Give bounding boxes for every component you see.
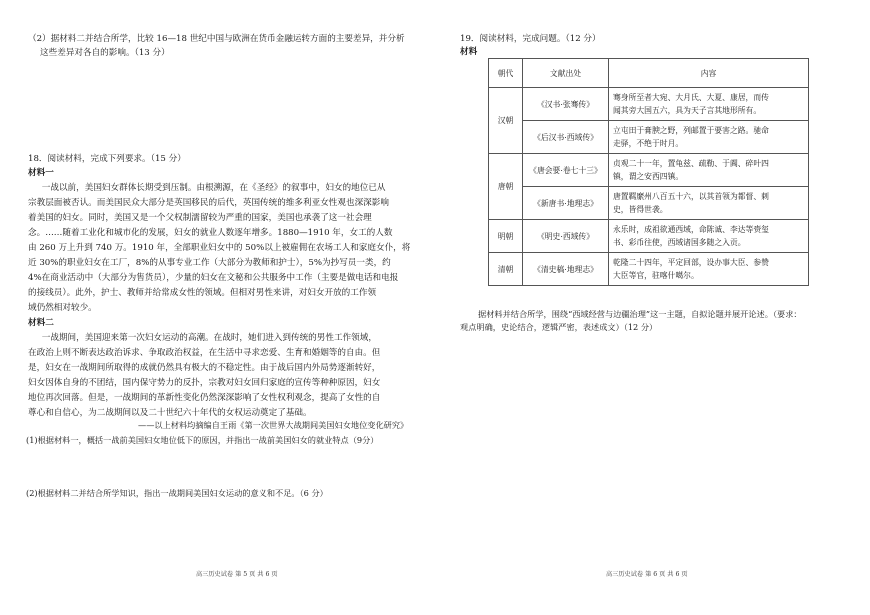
material-line: 4%在商业活动中（大部分为售货员），少量的妇女在文秘和公共服务中工作（主要是做电话和电报 [28,273,399,283]
q19-history-table [488,58,809,286]
q19-material-label: 材料 [460,47,478,57]
table-cell-content [609,88,809,121]
material-line: 域仍然相对较少。 [28,303,97,313]
content-line: 书、彩币往使，西域诸国多随之入贡。 [613,238,746,247]
material-line: 一战以前，美国妇女群体长期受到压制。由根溯源，在《圣经》的叙事中，妇女的地位已从 [41,183,386,193]
content-line: 闻其旁大国五六，具为天子言其地形所有。 [613,106,762,115]
table-cell-era: 唐朝 [489,154,523,220]
q17-part2-line2: 这些差异对各自的影响。（13 分） [40,48,170,58]
material-line: 的接线员）。此外，护士、教师并给常成女性的领域。但相对男性来讲，对妇女开放的工作领 [28,288,377,298]
q19-prompt-line1: 据材料并结合所学，围绕“西域经营与边疆治理”这一主题，自拟论题并展开论述。（要求： [478,309,802,319]
q19-prompt-line2: 观点明确，史论结合，逻辑严密，表述成文）（12 分） [460,322,658,332]
material-line: 近 30%的职业妇女在工厂，8%的从事专业工作（大部分为教师和护士），5%为抄写员一类，约 [28,258,391,268]
content-line: 走驿，不绝于时月。 [613,139,684,148]
content-line: 唐置羁縻州八百五十六，以其首领为都督、刺 [613,192,769,201]
table-cell-era: 清朝 [489,253,523,286]
material-line: 是，妇女在一战期间所取得的成就仍然具有极大的不稳定性。由于战后国内外局势逐渐转好， [28,363,381,373]
q18-question2: (2)根据材料二并结合所学知识，指出一战期间美国妇女运动的意义和不足。（6 分） [26,488,328,498]
material-line: 宗教层面被否认。而美国民众大部分是英国移民的后代，英国传统的维多利亚女性观也深深影响 [28,198,389,208]
page-footer-left: 高三历史试卷 第 5 页 共 6 页 [196,571,278,578]
table-row [489,253,809,286]
table-header-source: 文献出处 [523,59,609,88]
material-line: 在政治上则不断表达政治诉求、争取政治权益，在生活中寻求恋爱、生育和婚姻等的自由。但 [28,348,381,358]
q19-title: 19．阅读材料，完成问题。（12 分） [460,34,601,44]
content-line: 史，皆得世袭。 [613,205,668,214]
q18-material2-source: ——以上材料均摘编自王雨《第一次世界大战期间美国妇女地位变化研究》 [138,420,409,430]
table-header-content: 内容 [609,59,809,88]
q18-material2-label: 材料二 [28,318,54,328]
table-cell-content [609,154,809,187]
content-line: 大臣等官，驻喀什噶尔。 [613,271,699,280]
table-cell-era: 明朝 [489,220,523,253]
table-cell-content [609,187,809,220]
material-line: 念。……随着工业化和城市化的发展，妇女的就业人数逐年增多。1880—1910 年，女工的人数 [28,228,393,238]
material-line: 一战期间，美国迎来第一次妇女运动的高潮。在战时，她们进入到传统的男性工作领域， [41,333,377,343]
table-cell-source: 《后汉书·西域传》 [523,121,609,154]
table-cell-content [609,253,809,286]
table-cell-era: 汉朝 [489,88,523,154]
table-cell-source: 《汉书·张骞传》 [523,88,609,121]
q18-material1-label: 材料一 [28,168,54,178]
material-line: 尊心和自信心，为二战期间以及二十世纪六十年代的女权运动奠定了基础。 [28,408,312,418]
material-line: 着美国的妇女。同时，美国又是一个父权制濡留较为严重的国家，美国也承袭了这一社会理 [28,213,372,223]
table-row [489,88,809,121]
content-line: 永乐时，成祖欲通西域，命陈诚、李达等赍玺 [613,225,769,234]
material-line: 由 260 万上升到 740 万。1910 年，全部职业妇女中的 50%以上被雇佣在农场工人和家庭女仆，将 [28,243,411,253]
material-line: 妇女因体自身的不团结，国内保守势力的反扑，宗教对妇女回归家庭的宣传等种种原因，妇女 [28,378,381,388]
table-cell-source: 《清史稿·地理志》 [523,253,609,286]
q18-title: 18．阅读材料，完成下列要求。（15 分） [28,154,186,164]
page-footer-right: 高三历史试卷 第 6 页 共 6 页 [606,571,688,578]
q18-material2-body [28,331,423,421]
content-line: 立屯田于膏腴之野，列邮置于要害之路。驰命 [613,126,769,135]
content-line: 镇，谓之安西四镇。 [613,172,684,181]
table-cell-source: 《唐会要·卷七十三》 [523,154,609,187]
table-row [489,154,809,187]
content-line: 乾隆二十四年，平定回部，设办事大臣、参赞 [613,258,769,267]
table-row [489,220,809,253]
q18-question1: (1)根据材料一，概括一战前美国妇女地位低下的原因，并指出一战前美国妇女的就业特点（9分） [26,435,379,445]
table-header-row [489,59,809,88]
table-header-era: 朝代 [489,59,523,88]
table-cell-content [609,121,809,154]
content-line: 贞观二十一年，置龟兹、疏勒、于阗、碎叶四 [613,159,769,168]
table-cell-source: 《明史·西域传》 [523,220,609,253]
q18-material1-body [28,181,423,316]
table-cell-source: 《新唐书·地理志》 [523,187,609,220]
table-cell-content [609,220,809,253]
q17-part2-line1: （2）据材料二并结合所学，比较 16—18 世纪中国与欧洲在货币金融运转方面的主要差异，并分析 [28,34,405,44]
table-row [489,121,809,154]
material-line: 地位再次回落。但是，一战期间的革新性变化仍然深深影响了女性权利观念，提高了女性的自 [28,393,381,403]
table-row [489,187,809,220]
content-line: 骞身所至者大宛、大月氏、大夏、康居，而传 [613,93,769,102]
